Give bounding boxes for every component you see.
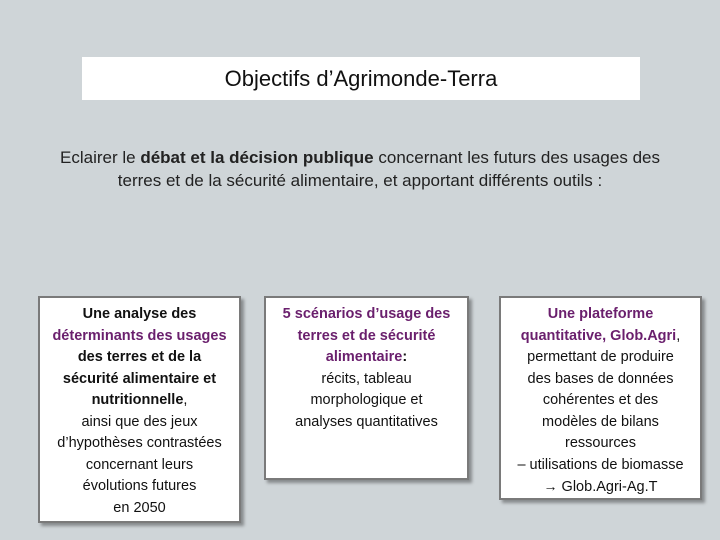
card1-line7: d’hypothèses contrastées [57,435,222,451]
card2-line6: analyses quantitatives [295,413,438,430]
card3-line2-suffix: , [676,327,681,344]
card3-line3: permettant de produire [527,349,674,365]
card-scenarios [264,296,469,480]
intro-bold: débat et la décision publique [140,148,374,167]
card1-line9: évolutions futures [82,478,197,494]
page-title: Objectifs d’Agrimonde-Terra [224,65,498,91]
card1-line5-suffix: , [183,392,188,408]
intro-line2: terres et de la sécurité alimentaire, et apportant différents outils : [117,171,603,190]
card3-line4: des bases de données [527,370,674,387]
card2-line4: récits, tableau [321,370,412,387]
card2-line3: alimentaire [325,349,403,365]
card-platform [499,296,702,500]
card3-line1: Une plateforme [547,306,654,322]
card3-line9: Glob.Agri-Ag.T [557,479,658,495]
card1-line1: Une analyse des [82,306,197,322]
card3-line8: – utilisations de biomasse [517,456,684,473]
card1-line8: concernant leurs [85,456,194,473]
card1-line2: déterminants des usages [52,327,227,344]
intro-text [30,146,690,192]
card-analysis [38,296,241,523]
card1-line5: nutritionnelle [91,392,184,408]
card3-line6: modèles de bilans [542,413,659,430]
arrow-right-icon: → [543,478,558,494]
card2-line1: 5 scénarios d’usage des [282,306,451,322]
card3-line5: cohérentes et des [542,392,659,408]
card2-line2: terres et de sécurité [297,327,436,344]
card2-line3-suffix: : [402,349,408,365]
card1-line6: ainsi que des jeux [81,413,198,430]
card1-line4: sécurité alimentaire et [62,370,217,387]
card2-line5: morphologique et [310,392,423,408]
card3-line7: ressources [565,435,636,451]
card1-line10: en 2050 [113,499,166,516]
title-box [82,57,640,100]
intro-part1: Eclairer le [60,148,141,167]
card3-line2: quantitative, Glob.Agri [520,327,677,344]
card1-line3: des terres et de la [77,349,202,365]
intro-part2: concernant les futurs des usages des [373,148,660,167]
